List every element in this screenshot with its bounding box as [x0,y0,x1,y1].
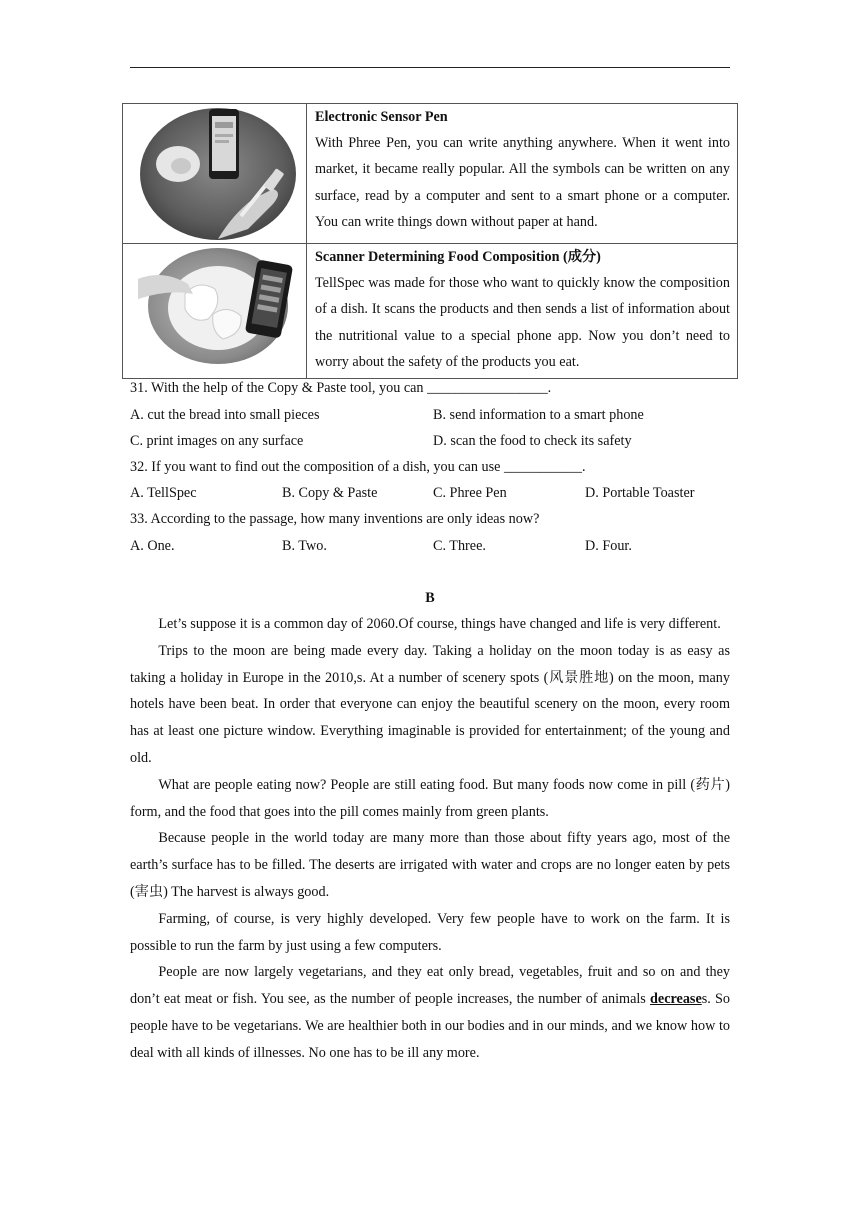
paragraph: Because people in the world today are many more than those about fifty years ago, most of the earth’s surface has to be filled. The deserts are irrigated with water and crops are no longer eaten by pets (害虫) The harvest is always good. [130,830,730,900]
table-row [123,244,738,379]
paragraph: Trips to the moon are being made every day. Taking a holiday on the moon today is as easy as taking a holiday in Europe in the 2010,s. At a number of scenery spots (风景胜地) on the moon, many hotels have been beat. In order that everyone can enjoy the beautiful scenery on the moon, every room has at least one picture window. Everything imaginable is provided for entertainment; of the young and old. [130,642,730,766]
question-32: 32. If you want to find out the composition of a dish, you can use ___________. [130,459,586,475]
option-a: A. TellSpec [130,485,197,501]
invention-description [307,104,738,244]
phone-and-pen-photo [123,104,306,243]
option-b: B. Two. [282,538,327,554]
paragraph [130,959,730,1066]
invention-title: Scanner Determining Food Composition (成分) [315,249,601,265]
question-31: 31. With the help of the Copy & Paste tool, you can _________________. [130,380,552,396]
inventions-table [122,103,738,379]
paragraph: What are people eating now? People are still eating food. But many foods now come in pill (药片) form, and the food that goes into the pill comes mainly from green plants. [130,776,730,820]
option-d: D. scan the food to check its safety [433,433,632,449]
image-cell [123,244,307,379]
invention-body: TellSpec was made for those who want to quickly know the composition of a dish. It scans the products and then sends a list of information about the nutritional value to a special phone app. Now you don’t need to worry about the safety of the products you eat. [315,275,730,370]
option-a: A. cut the bread into small pieces [130,407,320,423]
paragraph-text: People are now largely vegetarians, and they eat only bread, vegetables, fruit and so on and they don’t eat meat or fish. You see, as the number of people increases, the number of animals [130,964,730,1008]
option-b: B. send information to a smart phone [433,407,644,423]
section-heading: B [425,590,435,606]
paragraph: Farming, of course, is very highly developed. Very few people have to work on the farm. It is possible to run the farm by just using a few computers. [130,910,730,954]
reading-passage [130,611,730,1067]
image-cell [123,104,307,244]
question-33: 33. According to the passage, how many inventions are only ideas now? [130,511,540,527]
option-c: C. Three. [433,538,486,554]
option-d: D. Portable Toaster [585,485,695,501]
food-scanner-phone-photo [123,244,306,378]
option-a: A. One. [130,538,175,554]
header-rule [130,67,730,68]
invention-body: With Phree Pen, you can write anything anywhere. When it went into market, it became really popular. All the symbols can be written on any surface, read by a computer and sent to a smart phone or a computer. You can write things down without paper at hand. [315,135,730,230]
invention-title: Electronic Sensor Pen [315,109,448,125]
invention-description [307,244,738,379]
paragraph-text: s. So people have to be vegetarians. We are healthier both in our bodies and in our minds, and we know how to deal with all kinds of illnesses. No one has to be ill any more. [130,991,730,1061]
option-c: C. Phree Pen [433,485,507,501]
option-c: C. print images on any surface [130,433,304,449]
underlined-word: decrease [650,991,702,1008]
table-row [123,104,738,244]
option-d: D. Four. [585,538,632,554]
paragraph: Let’s suppose it is a common day of 2060.Of course, things have changed and life is very different. [158,616,721,632]
option-b: B. Copy & Paste [282,485,378,501]
